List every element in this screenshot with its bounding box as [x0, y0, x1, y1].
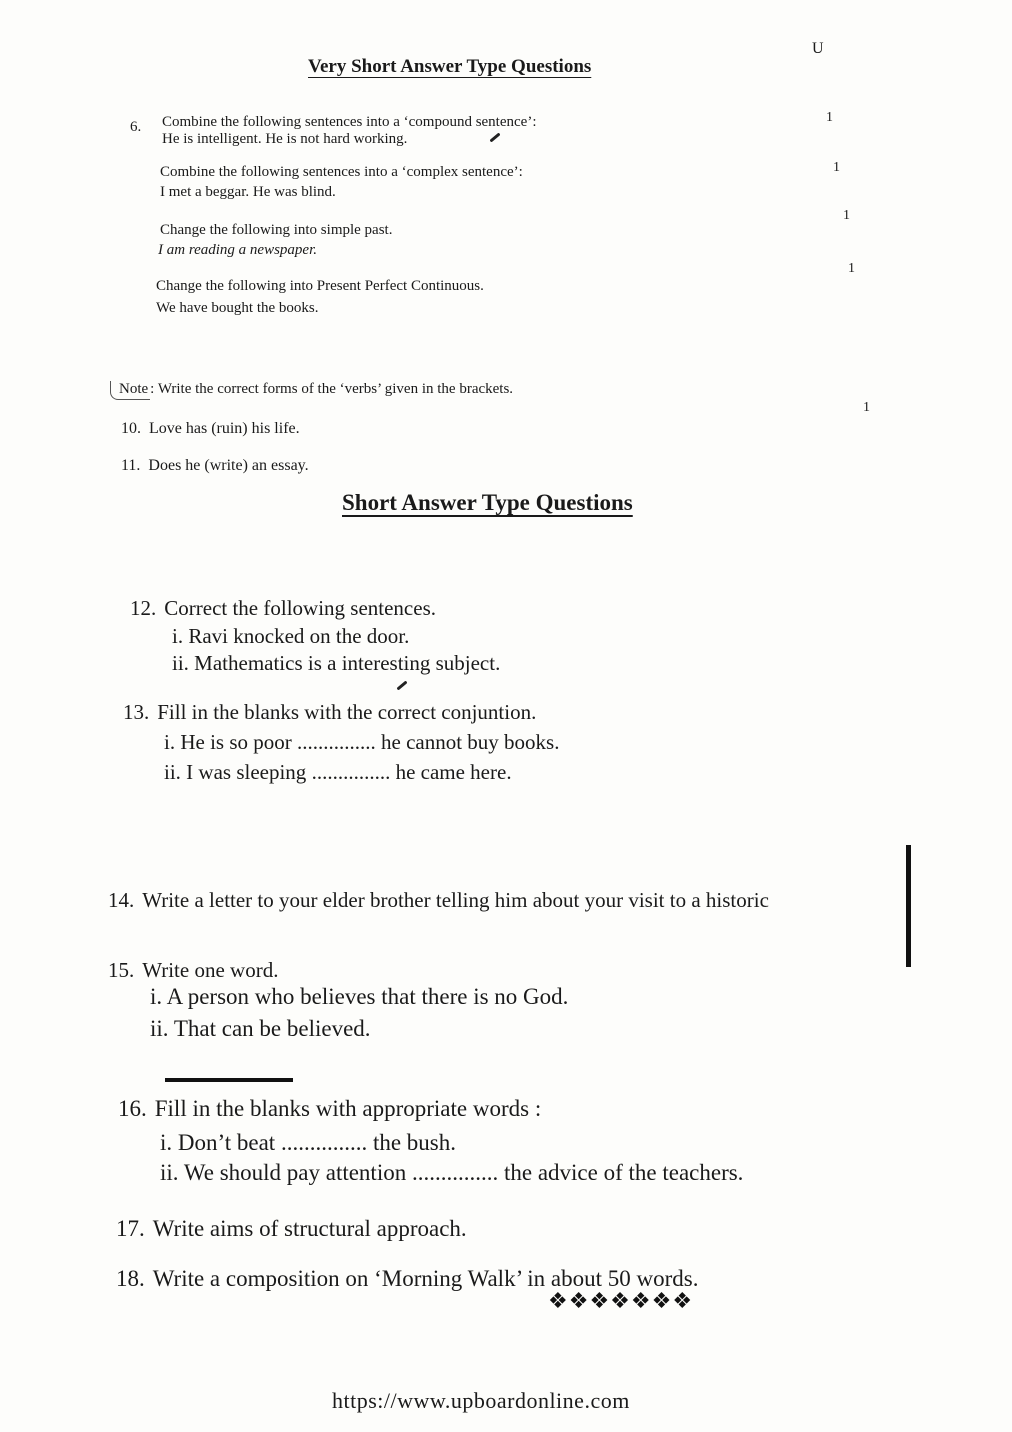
question-12-item-1: i. Ravi knocked on the door.: [172, 624, 410, 648]
question-14-number: 14.: [108, 888, 135, 912]
question-6-mark: 1: [826, 110, 833, 125]
ornament-diamonds-icon: ❖❖❖❖❖❖❖: [548, 1288, 694, 1313]
blank-dots: ...............: [411, 1160, 499, 1185]
blank-dots: ...............: [311, 760, 391, 784]
question-12-item-2: ii. Mathematics is a interesting subject.: [172, 651, 501, 675]
question-18-number: 18.: [116, 1266, 145, 1291]
question-13: [123, 700, 536, 725]
question-13-item-2: [164, 760, 512, 785]
question-16: [118, 1096, 541, 1122]
margin-bar: [906, 845, 911, 967]
question-13-item-1-start: i. He is so poor: [164, 730, 292, 754]
question-8-mark: 1: [843, 208, 850, 223]
question-18-text: Write a composition on ‘Morning Walk’ in about 50 words.: [152, 1266, 699, 1291]
blank-dots: ...............: [297, 730, 376, 754]
question-13-number: 13.: [123, 700, 150, 724]
question-16-item-2-start: ii. We should pay attention: [160, 1160, 407, 1185]
question-11-number: 11.: [121, 457, 141, 474]
question-15-item-1: i. A person who believes that there is no God.: [150, 984, 569, 1009]
divider-stroke: [165, 1078, 293, 1082]
question-13-item-1: [164, 730, 559, 755]
pen-mark-icon: [489, 132, 500, 142]
footer-url: https://www.upboardonline.com: [332, 1388, 630, 1413]
question-16-item-1: [160, 1130, 456, 1156]
question-7-mark: 1: [833, 160, 840, 175]
question-15-number: 15.: [108, 958, 135, 982]
question-9-text: Change the following into Present Perfect Continuous.: [156, 278, 484, 294]
question-10: [121, 420, 300, 438]
question-14-text: Write a letter to your elder brother telling him about your visit to a historic: [142, 888, 769, 912]
question-15-text: Write one word.: [142, 958, 279, 982]
question-17: [116, 1216, 467, 1242]
question-16-number: 16.: [118, 1096, 147, 1121]
note-line: [110, 381, 513, 398]
question-9-mark: 1: [848, 261, 855, 276]
corner-mark: U: [812, 40, 824, 57]
question-7-sentence: I met a beggar. He was blind.: [160, 184, 336, 200]
question-13-item-1-end: he cannot buy books.: [381, 730, 560, 754]
note-text: : Write the correct forms of the ‘verbs’ given in the brackets.: [150, 381, 514, 397]
question-8-sentence: I am reading a newspaper.: [158, 242, 318, 258]
question-7-text: Combine the following sentences into a ‘complex sentence’:: [160, 164, 523, 180]
question-16-item-2: [160, 1160, 743, 1186]
question-6-sentence: He is intelligent. He is not hard working.: [162, 131, 408, 147]
question-14: [108, 888, 769, 913]
question-17-text: Write aims of structural approach.: [152, 1216, 467, 1241]
section-heading-short: Short Answer Type Questions: [342, 490, 633, 515]
question-13-text: Fill in the blanks with the correct conjuntion.: [157, 700, 537, 724]
question-6-number: 6.: [130, 119, 142, 135]
question-12-number: 12.: [130, 596, 157, 620]
question-11-text: Does he (write) an essay.: [148, 457, 309, 474]
question-13-item-2-end: he came here.: [395, 760, 512, 784]
question-10-text: Love has (ruin) his life.: [149, 420, 300, 437]
pen-mark-icon: [396, 680, 407, 690]
question-16-text: Fill in the blanks with appropriate words :: [154, 1096, 542, 1121]
question-6-text: Combine the following sentences into a ‘compound sentence’:: [162, 114, 537, 130]
blank-dots: ...............: [280, 1130, 368, 1155]
note-mark: 1: [863, 400, 870, 415]
note-label: Note: [110, 381, 150, 400]
question-13-item-2-start: ii. I was sleeping: [164, 760, 307, 784]
question-16-item-1-start: i. Don’t beat: [160, 1130, 276, 1155]
question-12-text: Correct the following sentences.: [164, 596, 436, 620]
question-12: [130, 596, 436, 621]
question-17-number: 17.: [116, 1216, 145, 1241]
question-15-item-2: ii. That can be believed.: [150, 1016, 371, 1041]
question-16-item-1-end: the bush.: [372, 1130, 457, 1155]
question-16-item-2-end: the advice of the teachers.: [503, 1160, 744, 1185]
section-heading-very-short: Very Short Answer Type Questions: [308, 56, 592, 77]
question-15: [108, 958, 278, 983]
question-11: [121, 457, 309, 475]
question-10-number: 10.: [121, 420, 141, 437]
question-9-sentence: We have bought the books.: [156, 300, 319, 316]
question-8-text: Change the following into simple past.: [160, 222, 393, 238]
